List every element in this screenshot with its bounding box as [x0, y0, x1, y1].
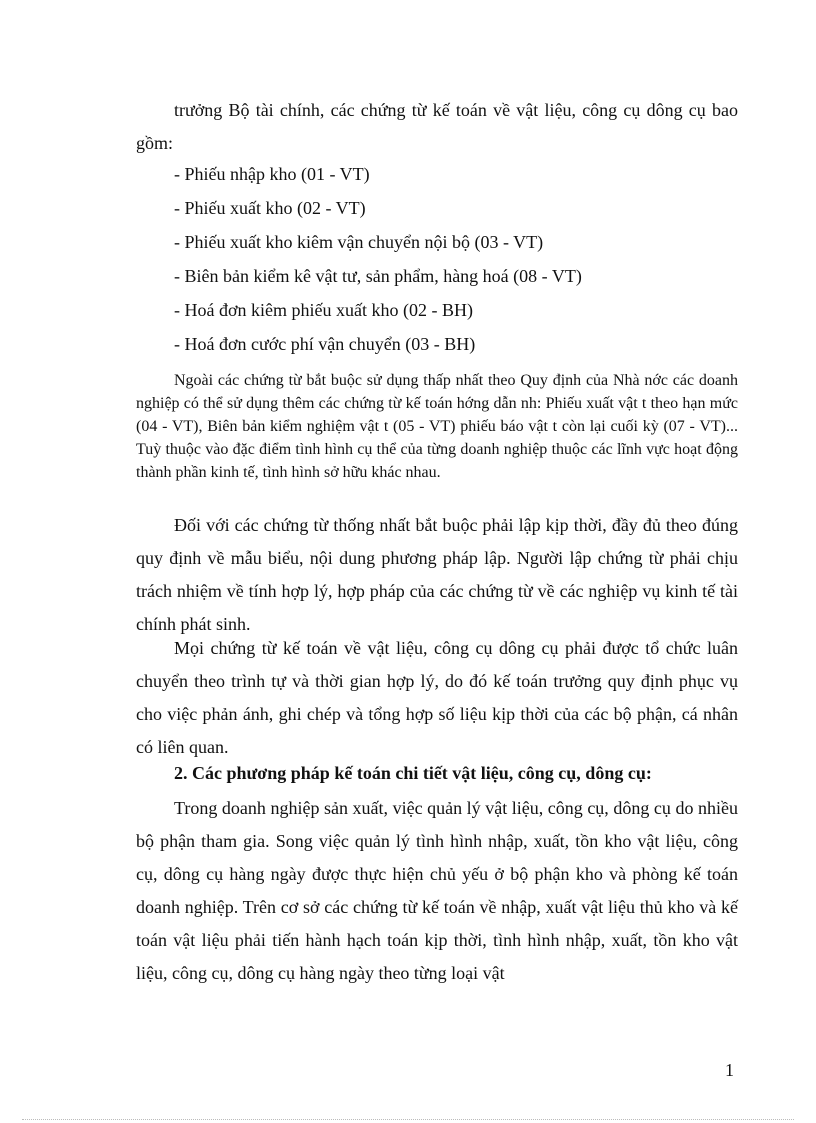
list-item: - Phiếu nhập kho (01 - VT) [174, 164, 370, 184]
document-list [174, 157, 734, 361]
list-item: - Hoá đơn cước phí vận chuyển (03 - BH) [174, 334, 476, 354]
list-item: - Phiếu xuất kho kiêm vận chuyển nội bộ (03 - VT) [174, 232, 544, 252]
intro-paragraph: trưởng Bộ tài chính, các chứng từ kế toán về vật liệu, công cụ dông cụ bao gồm: [136, 100, 738, 153]
paragraph-mandatory-documents: Đối với các chứng từ thống nhất bắt buộc phải lập kịp thời, đầy đủ theo đúng quy định về mẫu biểu, nội dung phương pháp lập. Người lập chứng từ phải chịu trách nhiệm về tính hợp lý, hợp pháp của các chứng từ về các nghiệp vụ kinh tế tài chính phát sinh. [136, 515, 738, 634]
list-item: - Hoá đơn kiêm phiếu xuất kho (02 - BH) [174, 300, 473, 320]
paragraph-detailed-methods: Trong doanh nghiệp sản xuất, việc quản lý vật liệu, công cụ, dông cụ do nhiều bộ phận tham gia. Song việc quản lý tình hình nhập, xuất, tồn kho vật liệu, công cụ, dông cụ hàng ngày được thực hiện chủ yếu ở bộ phận kho và phòng kế toán doanh nghiệp. Trên cơ sở các chứng từ kế toán về nhập, xuất vật liệu thủ kho và kế toán vật liệu phải tiến hành hạch toán kịp thời, tình hình nhập, xuất, tồn kho vật liệu, công cụ, dông cụ hàng ngày theo từng loại vật [136, 798, 738, 983]
list-item: - Phiếu xuất kho (02 - VT) [174, 198, 366, 218]
paragraph-document-flow: Mọi chứng từ kế toán về vật liệu, công cụ dông cụ phải được tổ chức luân chuyển theo trình tự và thời gian hợp lý, do đó kế toán trưởng quy định phục vụ cho việc phản ánh, ghi chép và tổng hợp số liệu kịp thời của các bộ phận, cá nhân có liên quan. [136, 638, 738, 757]
paragraph-other-documents: Ngoài các chứng từ bắt buộc sử dụng thấp nhất theo Quy định của Nhà nớc các doanh nghiệp có thể sử dụng thêm các chứng từ kế toán hớng dẫn nh: Phiếu xuất vật t theo hạn mức (04 - VT), Biên bản kiểm nghiệm vật t (05 - VT) phiếu báo vật t còn lại cuối kỳ (07 - VT)... Tuỳ thuộc vào đặc điểm tình hình cụ thể của từng doanh nghiệp thuộc các lĩnh vực hoạt động thành phần kinh tế, tình hình sở hữu khác nhau. [136, 372, 738, 481]
page-number: 1 [725, 1060, 734, 1080]
list-item: - Biên bản kiểm kê vật tư, sản phẩm, hàng hoá (08 - VT) [174, 266, 582, 286]
section-heading: 2. Các phương pháp kế toán chi tiết vật liệu, công cụ, dông cụ: [174, 763, 652, 783]
page-bottom-border [22, 1119, 794, 1120]
